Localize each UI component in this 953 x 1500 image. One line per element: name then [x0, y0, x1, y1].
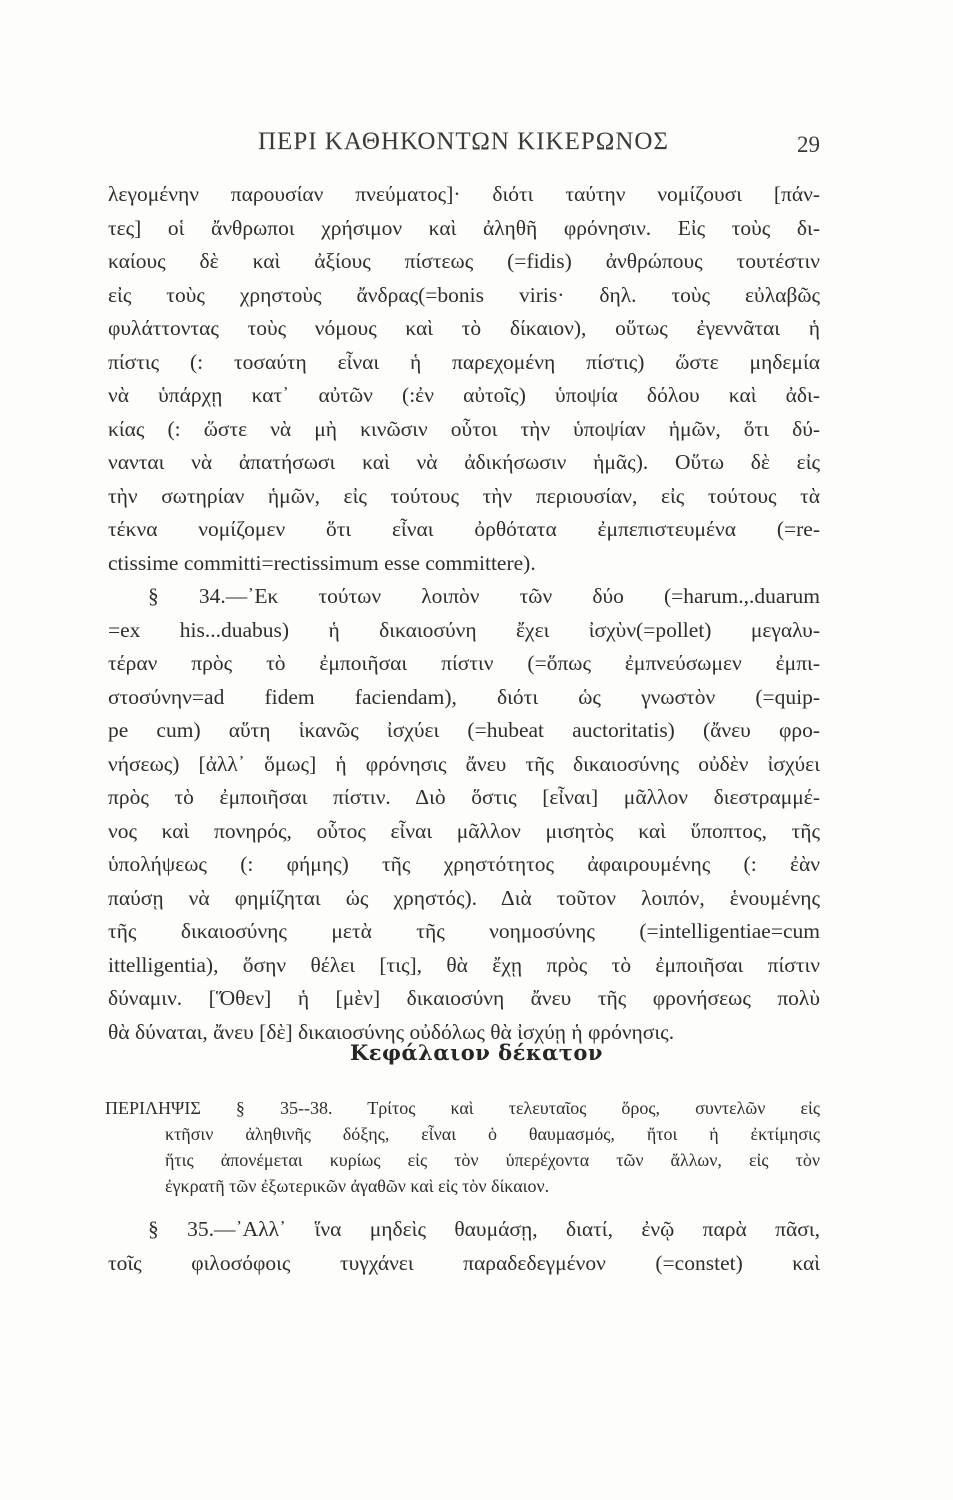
text-line: παύσῃ νὰ φημίζηται ὡς χρηστός). Διὰ τοῦτον λοιπόν, ἑνουμένης	[108, 885, 820, 910]
text-line: εἰς τοὺς χρηστοὺς ἄνδρας(=bonis viris· δηλ. τοὺς εὐλαβῶς	[108, 282, 820, 307]
text-line: ittelligentia), ὅσην θέλει [τις], θὰ ἔχῃ πρὸς τὸ ἐμποιῆσαι πίστιν	[108, 952, 820, 977]
text-line: κίας (: ὥστε νὰ μὴ κινῶσιν οὗτοι τὴν ὑποψίαν ἡμῶν, ὅτι δύ-	[108, 416, 820, 441]
text-line: νήσεως) [ἀλλ᾽ ὅμως] ἡ φρόνησις ἄνευ τῆς δικαιοσύνης οὐδὲν ἰσχύει	[108, 751, 820, 776]
text-line: ctissime committi=rectissimum esse committere).	[108, 550, 536, 575]
text-line: δύναμιν. [Ὅθεν] ἡ [μὲν] δικαιοσύνη ἄνευ τῆς φρονήσεως πολὺ	[108, 986, 820, 1010]
text-line: πρὸς τὸ ἐμποιῆσαι πίστιν. Διὸ ὅστις [εἶναι] μᾶλλον διεστραμμέ-	[108, 785, 820, 809]
summary-line: κτῆσιν ἀληθινῆς δόξης, εἶναι ὁ θαυμασμός, ἤτοι ἡ ἐκτίμησις	[165, 1124, 820, 1144]
summary-line: ἐγκρατῆ τῶν ἐξωτερικῶν ἀγαθῶν καὶ εἰς τὸν δίκαιον.	[165, 1176, 550, 1196]
text-line: pe cum) αὕτη ἱκανῶς ἰσχύει (=hubeat auctoritatis) (ἄνευ φρο-	[108, 718, 820, 742]
text-line: στοσύνην=ad fidem faciendam), διότι ὡς γνωστὸν (=quip-	[108, 684, 820, 709]
text-line: ὑπολήψεως (: φήμης) τῆς χρηστότητος ἀφαιρουμένης (: ἐὰν	[108, 852, 820, 876]
text-line: νανται νὰ ἀπατήσωσι καὶ νὰ ἀδικήσωσιν ἡμᾶς). Οὕτω δὲ εἰς	[108, 450, 820, 474]
section-35-start: § 35.—᾽Αλλ᾽ ἵνα μηδεὶς θαυμάσῃ, διατί, ἐνῷ παρὰ πᾶσι,	[148, 1217, 820, 1241]
text-line: =ex his...duabus) ἡ δικαιοσύνη ἔχει ἰσχὺν(=pollet) μεγαλυ-	[108, 617, 820, 642]
text-line: νὰ ὑπάρχῃ κατ᾽ αὐτῶν (:ἐν αὐτοῖς) ὑποψία δόλου καὶ ἀδι-	[108, 383, 820, 407]
text-line: τῆς δικαιοσύνης μετὰ τῆς νοημοσύνης (=intelligentiae=cum	[108, 919, 820, 943]
summary-line: ἥτις ἀπονέμεται κυρίως εἰς τὸν ὑπερέχοντα τῶν ἄλλων, εἰς τὸν	[165, 1150, 820, 1170]
summary-block	[105, 1095, 820, 1199]
text-line: φυλάττοντας τοὺς νόμους καὶ τὸ δίκαιον), οὕτως ἐγεννᾶται ἡ	[108, 316, 820, 340]
page-header	[108, 128, 820, 168]
text-line: νος καὶ πονηρός, οὗτος εἶναι μᾶλλον μισητὸς καὶ ὕποπτος, τῆς	[108, 818, 820, 843]
section-34-start: § 34.—᾽Εκ τούτων λοιπὸν τῶν δύο (=harum.,.duarum	[148, 584, 820, 608]
running-title: ΠΕΡΙ ΚΑΘΗΚΟΝΤΩΝ ΚΙΚΕΡΩΝΟΣ	[258, 128, 669, 155]
text-line: λεγομένην παρουσίαν πνεύματος]· διότι ταύτην νομίζουσι [πάν-	[108, 182, 820, 206]
text-line: τοῖς φιλοσόφοις τυγχάνει παραδεδεγμένον (=constet) καὶ	[108, 1251, 820, 1275]
main-text-block	[108, 178, 820, 1049]
text-line: τὴν σωτηρίαν ἡμῶν, εἰς τούτους τὴν περιουσίαν, εἰς τούτους τὰ	[108, 483, 820, 508]
text-line: καίους δὲ καὶ ἀξίους πίστεως (=fidis) ἀνθρώπους τουτέστιν	[108, 249, 820, 273]
text-line: τέραν πρὸς τὸ ἐμποιῆσαι πίστιν (=ὅπως ἐμπνεύσωμεν ἐμπι-	[108, 651, 820, 675]
section-35-text	[108, 1212, 820, 1280]
text-line: τες] οἱ ἄνθρωποι χρήσιμον καὶ ἀληθῆ φρόνησιν. Εἰς τοὺς δι-	[108, 215, 820, 240]
text-line: πίστις (: τοσαύτη εἶναι ἡ παρεχομένη πίστις) ὥστε μηδεμία	[108, 349, 820, 374]
chapter-heading: Κεφάλαιον δέκατον	[350, 1040, 603, 1065]
text-line: τέκνα νομίζομεν ὅτι εἶναι ὀρθότατα ἐμπεπιστευμένα (=re-	[108, 517, 820, 541]
summary-line: ΠΕΡΙΛΗΨΙΣ § 35--38. Τρίτος καὶ τελευταῖος ὅρος, συντελῶν εἰς	[105, 1098, 820, 1118]
page-number: 29	[797, 132, 820, 157]
text-line: θὰ δύναται, ἄνευ [δὲ] δικαιοσύνης οὐδόλως θὰ ἰσχύῃ ἡ φρόνησις.	[108, 1019, 675, 1044]
